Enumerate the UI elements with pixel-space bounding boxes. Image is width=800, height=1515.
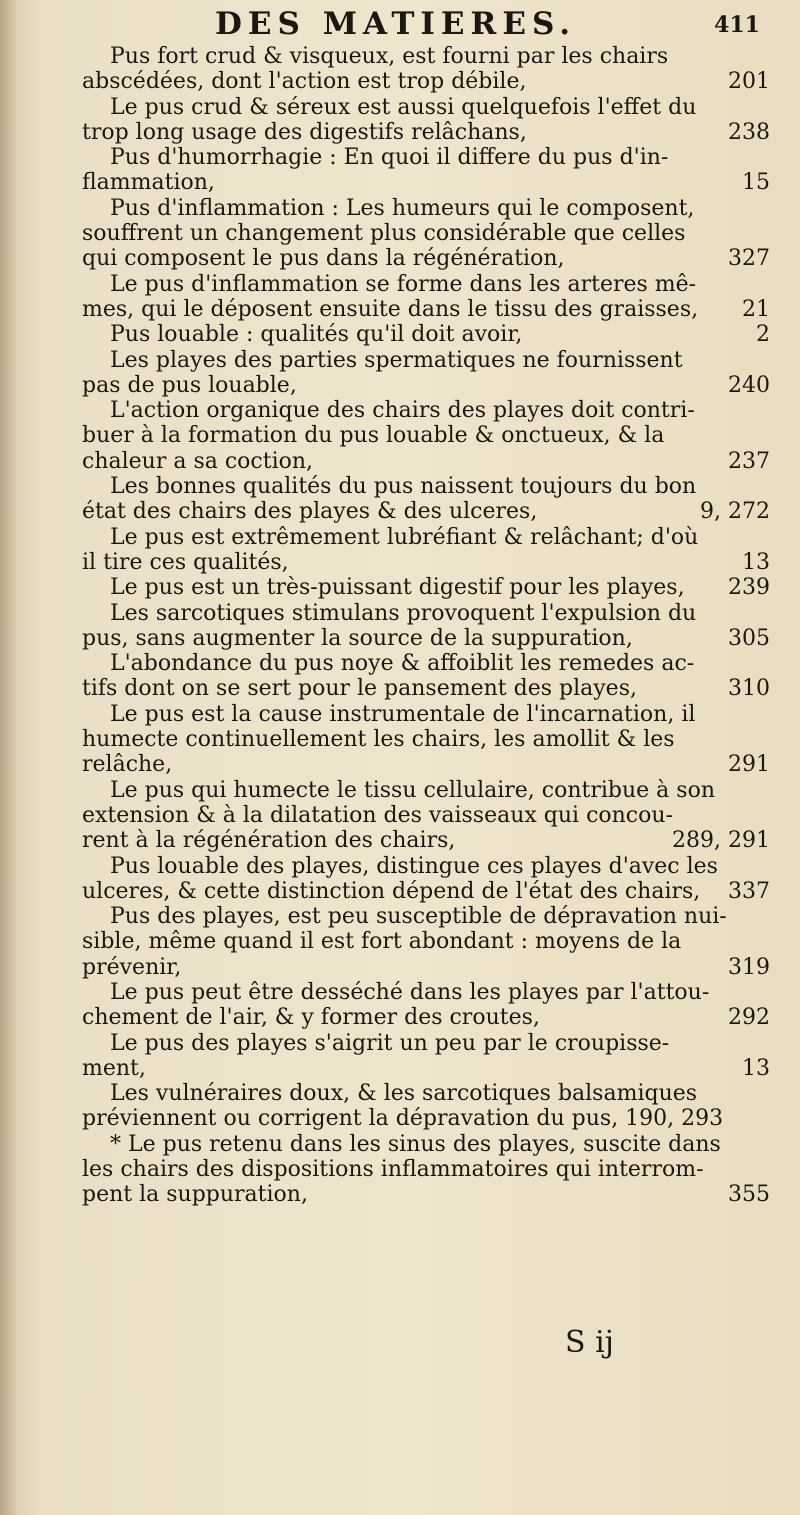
index-entry xyxy=(82,651,770,702)
entry-line: Les vulnéraires doux, & les sarcotiques balsamiques xyxy=(110,1081,698,1107)
entry-text: tifs dont on se sert pour le pansement des playes, xyxy=(82,676,637,702)
index-entry xyxy=(82,398,770,474)
entry-text: trop long usage des digestifs relâchans, xyxy=(82,119,527,145)
index-entry xyxy=(82,145,770,196)
page-reference: 21 xyxy=(742,296,770,322)
entry-line: Pus louable des playes, distingue ces playes d'avec les xyxy=(110,853,718,879)
entry-line: Le pus crud & séreux est aussi quelquefois l'effet du xyxy=(110,94,697,120)
index-entry xyxy=(82,322,770,347)
page-reference: 9, 272 xyxy=(700,499,770,525)
entry-line xyxy=(82,955,770,980)
index-entry xyxy=(82,1132,770,1208)
entry-text: pas de pus louable, xyxy=(82,372,297,398)
index-entry xyxy=(82,980,770,1031)
index-entry xyxy=(82,196,770,272)
entry-text: prévenir, xyxy=(82,954,182,980)
entry-line: les chairs des dispositions inflammatoires qui interrom- xyxy=(82,1157,704,1183)
entry-line: * Le pus retenu dans les sinus des playes, suscite dans xyxy=(110,1131,721,1157)
page-reference: 337 xyxy=(728,878,770,904)
entry-line xyxy=(82,1005,770,1030)
entry-line: Pus d'humorrhagie : En quoi il differe du pus d'in- xyxy=(110,145,669,171)
entry-line: L'action organique des chairs des playes doit contri- xyxy=(110,398,695,424)
entry-line xyxy=(82,752,770,777)
page-reference: 15 xyxy=(742,170,770,196)
index-entry xyxy=(82,904,770,980)
entry-text: Le pus est un très-puissant digestif pour les playes, xyxy=(110,575,685,601)
entry-text: qui composent le pus dans la régénération, xyxy=(82,246,565,272)
index-entry xyxy=(82,44,770,95)
entry-text: il tire ces qualités, xyxy=(82,549,289,575)
index-entry xyxy=(82,474,770,525)
entry-line: Le pus qui humecte le tissu cellulaire, contribue à son xyxy=(110,777,715,803)
page-reference: 355 xyxy=(728,1182,770,1208)
entry-text: ment, xyxy=(82,1055,146,1081)
page-reference: 13 xyxy=(742,549,770,575)
entry-text: ulceres, & cette distinction dépend de l'état des chairs, xyxy=(82,878,701,904)
entry-text: pent la suppuration, xyxy=(82,1182,308,1208)
entry-line: préviennent ou corrigent la dépravation du pus, 190, 293 xyxy=(82,1106,724,1132)
entry-line xyxy=(82,297,770,322)
index-entry xyxy=(82,854,770,905)
index-entry xyxy=(82,601,770,652)
entry-line: Le pus peut être desséché dans les playes par l'attou- xyxy=(110,979,710,1005)
page-reference: 292 xyxy=(728,1005,770,1031)
page-reference: 2 xyxy=(756,322,770,348)
page-reference: 238 xyxy=(728,119,770,145)
page-reference: 319 xyxy=(728,954,770,980)
page-header xyxy=(0,6,800,46)
entry-text: mes, qui le déposent ensuite dans le tissu des graisses, xyxy=(82,296,699,322)
page-number: 411 xyxy=(714,12,760,38)
entry-line xyxy=(82,322,770,347)
page-reference: 310 xyxy=(728,676,770,702)
page-reference: 305 xyxy=(728,625,770,651)
entry-line xyxy=(82,550,770,575)
page-reference: 240 xyxy=(728,372,770,398)
entry-line xyxy=(82,246,770,271)
index-entry xyxy=(82,702,770,778)
entry-text: Pus louable : qualités qu'il doit avoir, xyxy=(110,322,523,348)
entry-line: buer à la formation du pus louable & onctueux, & la xyxy=(82,423,665,449)
page-reference: 13 xyxy=(742,1055,770,1081)
entry-line xyxy=(82,879,770,904)
entry-line: Le pus est extrêmement lubréfiant & relâchant; d'où xyxy=(110,524,699,550)
entry-line: Le pus est la cause instrumentale de l'incarnation, il xyxy=(110,701,696,727)
entry-line xyxy=(82,1056,770,1081)
entry-text: état des chairs des playes & des ulceres, xyxy=(82,499,538,525)
entry-line: Pus fort crud & visqueux, est fourni par les chairs xyxy=(110,44,669,69)
page-reference: 239 xyxy=(728,575,770,601)
entry-text: relâche, xyxy=(82,752,173,778)
index-entries xyxy=(82,44,770,1208)
index-entry xyxy=(82,348,770,399)
entry-line: sible, même quand il est fort abondant : moyens de la xyxy=(82,929,682,955)
entry-line: Le pus d'inflammation se forme dans les arteres mê- xyxy=(110,271,697,297)
entry-line: Les sarcotiques stimulans provoquent l'expulsion du xyxy=(110,600,697,626)
entry-text: rent à la régénération des chairs, xyxy=(82,828,456,854)
entry-line: extension & à la dilatation des vaisseaux qui concou- xyxy=(82,802,673,828)
entry-line: Pus d'inflammation : Les humeurs qui le composent, xyxy=(110,195,695,221)
index-entry xyxy=(82,272,770,323)
entry-line xyxy=(82,170,770,195)
index-entry xyxy=(82,575,770,600)
page-reference: 201 xyxy=(728,69,770,95)
entry-line: humecte continuellement les chairs, les amollit & les xyxy=(82,727,675,753)
entry-line xyxy=(82,69,770,94)
entry-line: Pus des playes, est peu susceptible de dépravation nui- xyxy=(110,904,727,930)
entry-text: chaleur a sa coction, xyxy=(82,448,314,474)
page-reference: 237 xyxy=(728,448,770,474)
signature-mark: S ij xyxy=(565,1325,614,1360)
index-entry xyxy=(82,778,770,854)
page-reference: 291 xyxy=(728,752,770,778)
page-gutter-shadow xyxy=(0,0,18,1515)
entry-line xyxy=(82,626,770,651)
entry-line: Les playes des parties spermatiques ne fournissent xyxy=(110,347,683,373)
entry-line xyxy=(82,120,770,145)
page-reference: 327 xyxy=(728,246,770,272)
entry-line: souffrent un changement plus considérable que celles xyxy=(82,221,686,247)
index-entry xyxy=(82,525,770,576)
entry-line: Le pus des playes s'aigrit un peu par le croupisse- xyxy=(110,1030,670,1056)
entry-line: L'abondance du pus noye & affoiblit les remedes ac- xyxy=(110,651,695,677)
entry-line xyxy=(82,499,770,524)
entry-line xyxy=(82,828,770,853)
entry-text: chement de l'air, & y former des croutes, xyxy=(82,1005,540,1031)
entry-line: Les bonnes qualités du pus naissent toujours du bon xyxy=(110,474,697,500)
index-entry xyxy=(82,1081,770,1132)
index-entry xyxy=(82,95,770,146)
page-reference: 289, 291 xyxy=(672,828,770,854)
entry-line xyxy=(82,676,770,701)
entry-text: flammation, xyxy=(82,170,215,196)
entry-text: abscédées, dont l'action est trop débile, xyxy=(82,69,527,95)
entry-line xyxy=(82,449,770,474)
entry-text: pus, sans augmenter la source de la suppuration, xyxy=(82,625,633,651)
entry-line xyxy=(82,1182,770,1207)
index-entry xyxy=(82,1031,770,1082)
entry-line xyxy=(82,575,770,600)
entry-line xyxy=(82,373,770,398)
running-title: DES MATIERES. xyxy=(215,6,577,42)
